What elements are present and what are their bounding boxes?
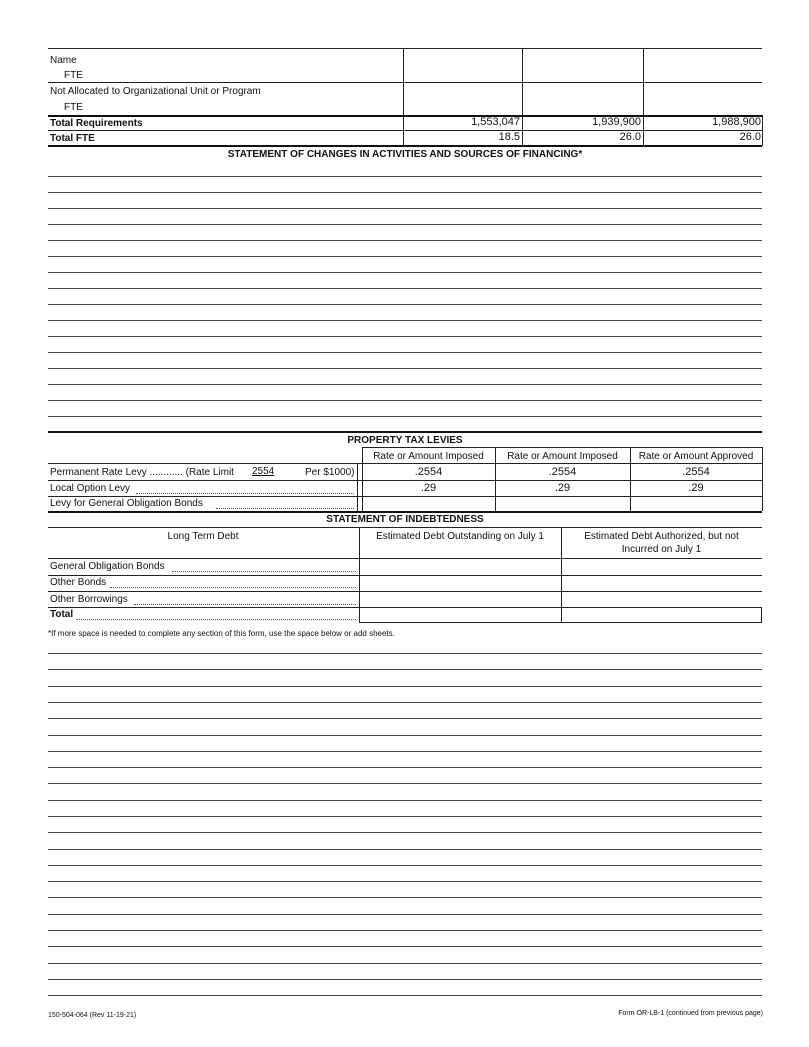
debt-row-go-bonds: General Obligation Bonds xyxy=(50,561,165,572)
local-option-value: .29 xyxy=(420,482,437,494)
not-allocated-label: Not Allocated to Organizational Unit or Program xyxy=(50,86,261,97)
permanent-rate-levy-label: Permanent Rate Levy ............ (Rate Limit xyxy=(50,467,234,478)
continued-note: Form OR-LB-1 (continued from previous page) xyxy=(618,1010,763,1017)
permanent-rate-value: .2554 xyxy=(548,466,577,478)
footnote: *If more space is needed to complete any section of this form, use the space below or add sheets. xyxy=(48,629,395,638)
go-bonds-levy-label: Levy for General Obligation Bonds xyxy=(50,498,203,509)
changes-section-title: STATEMENT OF CHANGES IN ACTIVITIES AND SOURCES OF FINANCING* xyxy=(227,149,583,160)
levy-col-header: Rate or Amount Imposed xyxy=(373,451,484,462)
total-requirements-value: 1,939,900 xyxy=(592,116,641,128)
fte-label: FTE xyxy=(64,70,83,81)
debt-row-other-borrowings: Other Borrowings xyxy=(50,594,128,605)
debt-row-other-bonds: Other Bonds xyxy=(50,577,107,588)
levies-title: PROPERTY TAX LEVIES xyxy=(347,435,463,446)
debt-col-outstanding: Estimated Debt Outstanding on July 1 xyxy=(376,531,544,542)
levy-col-header: Rate or Amount Imposed xyxy=(507,451,618,462)
total-requirements-label: Total Requirements xyxy=(50,118,143,129)
form-number: 150-504-064 (Rev 11-19-21) xyxy=(48,1012,137,1019)
permanent-rate-value: .2554 xyxy=(414,466,443,478)
per-1000-label: Per $1000) xyxy=(305,467,355,478)
debt-row-total: Total xyxy=(50,609,74,620)
local-option-levy-label: Local Option Levy xyxy=(50,483,131,494)
permanent-rate-value: .2554 xyxy=(682,466,710,478)
fte2-label: FTE xyxy=(64,102,83,113)
debt-col-authorized: Estimated Debt Authorized, but not xyxy=(584,531,739,542)
total-fte-value: 26.0 xyxy=(739,131,761,143)
total-requirements-value: 1,553,047 xyxy=(471,116,520,128)
name-label: Name xyxy=(50,55,77,66)
local-option-value: .29 xyxy=(688,482,704,494)
debt-col-authorized-2: Incurred on July 1 xyxy=(621,544,702,555)
total-fte-value: 18.5 xyxy=(498,131,520,143)
total-fte-value: 26.0 xyxy=(619,131,641,143)
rate-limit-value: 2554 xyxy=(252,466,275,477)
local-option-value: .29 xyxy=(554,482,571,494)
indebtedness-title: STATEMENT OF INDEBTEDNESS xyxy=(326,514,484,525)
total-fte-label: Total FTE xyxy=(50,133,95,144)
levy-col-header: Rate or Amount Approved xyxy=(638,451,754,462)
total-requirements-value: 1,988,900 xyxy=(712,116,761,128)
debt-col-long-term: Long Term Debt xyxy=(167,531,239,542)
